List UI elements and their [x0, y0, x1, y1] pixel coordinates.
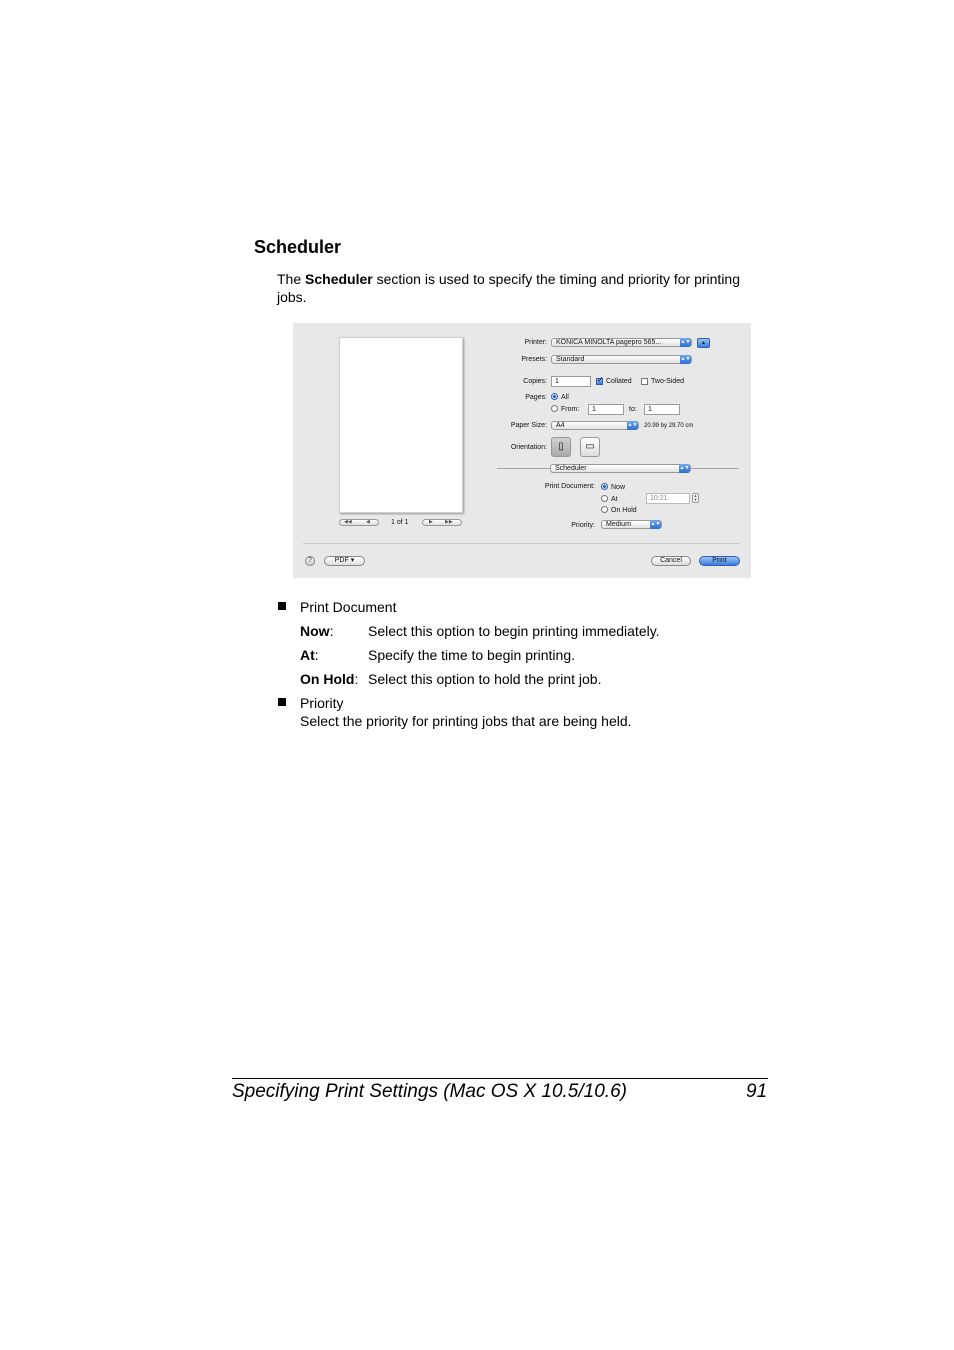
printer-select[interactable] — [551, 338, 692, 347]
cancel-button[interactable]: Cancel — [651, 556, 691, 566]
at-description: Specify the time to begin printing. — [368, 647, 576, 663]
updown-arrows-icon: ▲▼ — [627, 422, 638, 428]
at-radio[interactable] — [601, 495, 608, 502]
page-indicator: 1 of 1 — [391, 519, 409, 526]
pages-all-radio[interactable] — [551, 393, 558, 400]
landscape-icon: ▭ — [585, 441, 595, 452]
panel-value: Scheduler — [555, 465, 587, 472]
updown-arrows-icon: ▲▼ — [679, 465, 690, 471]
printer-label: Printer: — [524, 339, 547, 346]
on-hold-label: On Hold — [611, 507, 637, 514]
onhold-term: On Hold — [300, 671, 355, 687]
panel-separator-left — [497, 468, 550, 469]
at-label: At — [611, 496, 618, 503]
expand-dialog-button[interactable] — [697, 338, 710, 348]
print-button[interactable]: Print — [699, 556, 740, 566]
two-sided-label: Two-Sided — [651, 378, 685, 385]
onhold-term-row: On Hold: — [300, 671, 359, 687]
pdf-button[interactable]: PDF ▾ — [324, 556, 365, 566]
paper-size-dims: 20.99 by 29.70 cm — [644, 423, 694, 429]
presets-value: Standard — [556, 356, 585, 363]
bullet-icon — [278, 602, 286, 610]
priority-label: Priority: — [571, 522, 595, 529]
priority-description: Select the priority for printing jobs that are being held. — [300, 713, 632, 729]
paper-size-label: Paper Size: — [510, 422, 547, 429]
onhold-description: Select this option to hold the print job. — [368, 671, 602, 687]
now-description: Select this option to begin printing immediately. — [368, 623, 660, 639]
intro-text-start: The — [277, 271, 306, 287]
section-heading: Scheduler — [254, 237, 342, 257]
priority-value: Medium — [606, 521, 631, 528]
page-number: 91 — [746, 1081, 768, 1102]
next-page-icon: ▶ — [429, 519, 433, 525]
portrait-icon: ▯ — [558, 441, 564, 452]
previous-page-icon: ◀ — [366, 519, 370, 525]
updown-arrows-icon: ▲▼ — [680, 339, 691, 345]
page-preview — [339, 337, 463, 513]
pages-all-label: All — [561, 394, 569, 401]
now-label: Now — [611, 484, 626, 491]
pages-from-value: 1 — [592, 406, 596, 413]
at-time-field[interactable] — [646, 493, 690, 504]
presets-label: Presets: — [521, 356, 547, 363]
pages-from-input[interactable] — [588, 404, 624, 415]
orientation-label: Orientation: — [510, 444, 547, 451]
pages-from-label: From: — [561, 406, 580, 413]
footer-title: Specifying Print Settings (Mac OS X 10.5/10.6) — [232, 1081, 627, 1102]
print-document-item: Print Document — [300, 599, 397, 615]
help-button[interactable]: ? — [305, 556, 315, 566]
priority-select[interactable] — [601, 520, 662, 529]
print-dialog-screenshot — [293, 323, 751, 578]
copies-label: Copies: — [523, 378, 547, 385]
two-sided-checkbox[interactable] — [641, 378, 648, 385]
priority-item: Priority — [300, 695, 344, 711]
updown-arrows-icon: ▲▼ — [650, 521, 661, 527]
intro-bold-term: Scheduler — [305, 271, 373, 287]
presets-select[interactable] — [551, 355, 692, 364]
footer-rule — [232, 1078, 768, 1079]
copies-value: 1 — [555, 378, 559, 385]
paper-size-value: A4 — [556, 422, 565, 429]
time-stepper[interactable]: ▲ ▼ — [693, 493, 698, 502]
pages-to-value: 1 — [648, 406, 652, 413]
copies-input[interactable] — [551, 376, 591, 387]
now-term: Now — [300, 623, 330, 639]
at-term-row: At: — [300, 647, 319, 663]
panel-separator-right — [691, 468, 739, 469]
printer-value: KONICA MINOLTA pagepro 565... — [556, 339, 662, 346]
preview-forward-buttons[interactable] — [422, 519, 462, 526]
paper-size-select[interactable] — [551, 421, 639, 430]
updown-arrows-icon: ▲▼ — [680, 356, 691, 362]
bottom-separator — [303, 543, 740, 544]
preview-back-buttons[interactable] — [339, 519, 379, 526]
pages-to-label: to: — [629, 406, 637, 413]
bullet-icon — [278, 698, 286, 706]
pages-to-input[interactable] — [644, 404, 680, 415]
on-hold-radio[interactable] — [601, 506, 608, 513]
print-document-label: Print Document: — [544, 483, 595, 490]
panel-select[interactable] — [550, 464, 691, 473]
pages-label: Pages: — [525, 394, 547, 401]
at-time-value: 10:21 — [650, 495, 668, 502]
triangle-up-icon: ▲ — [701, 340, 706, 346]
pages-from-radio[interactable] — [551, 405, 558, 412]
intro-text-end: section is used to specify the timing and priority for printing jobs. — [277, 271, 741, 305]
last-page-icon: ▶▶ — [445, 519, 453, 525]
now-radio[interactable] — [601, 483, 608, 490]
now-term-row: Now: — [300, 623, 334, 639]
intro-paragraph — [277, 270, 767, 306]
portrait-button[interactable] — [551, 437, 571, 457]
collated-label: Collated — [606, 378, 632, 385]
at-term: At — [300, 647, 315, 663]
collated-checkbox[interactable] — [596, 378, 603, 385]
landscape-button[interactable] — [580, 437, 600, 457]
first-page-icon: ◀◀ — [344, 519, 352, 525]
